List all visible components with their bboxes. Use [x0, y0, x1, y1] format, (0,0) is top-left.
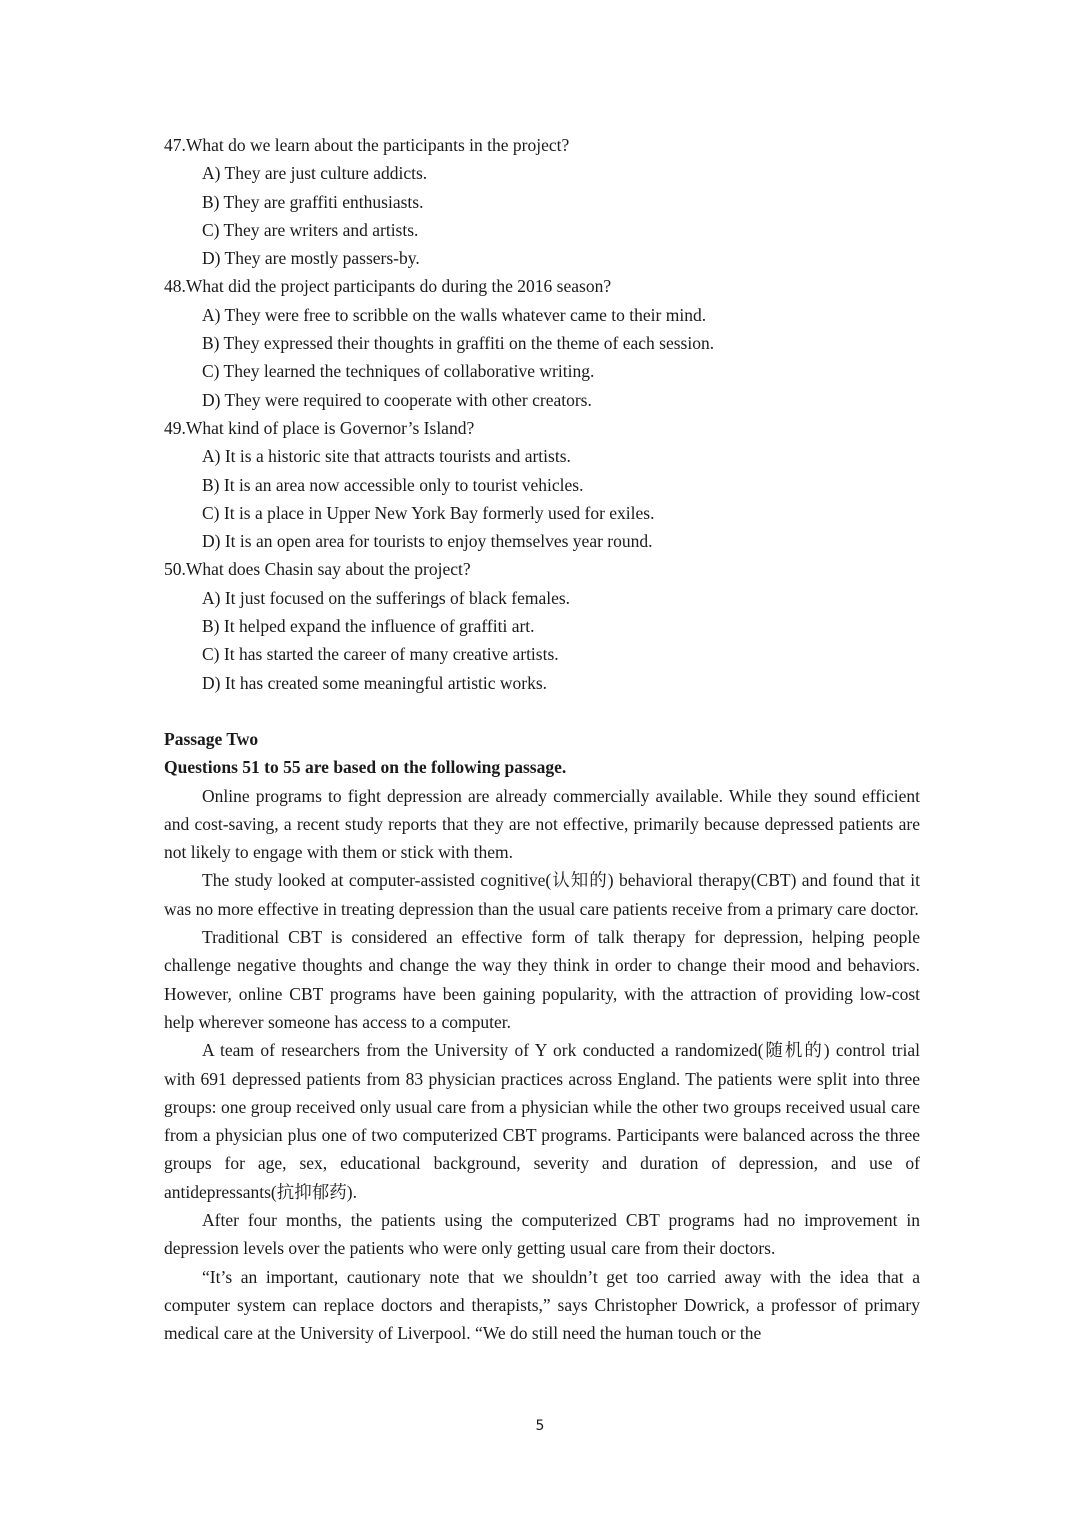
passage-two [164, 725, 920, 1348]
passage-instruction: Questions 51 to 55 are based on the following passage. [164, 757, 567, 778]
question-47 [164, 131, 920, 272]
option-a: A) It is a historic site that attracts tourists and artists. [202, 446, 571, 467]
option-a: A) They were free to scribble on the walls whatever came to their mind. [202, 304, 707, 325]
option-d: D) They were required to cooperate with other creators. [202, 389, 592, 410]
passage-title: Passage Two [164, 728, 259, 749]
question-49 [164, 414, 920, 555]
option-a: A) They are just culture addicts. [202, 163, 428, 184]
question-stem: 49.What kind of place is Governor’s Island? [164, 417, 475, 438]
passage-paragraph-3: Traditional CBT is considered an effective form of talk therapy for depression, helping people challenge negative thoughts and change the way they think in order to change their mood and behaviors. However, online CBT programs have been gaining popularity, with the attraction of providing low-cost help wherever someone has access to a computer. [164, 927, 920, 1032]
option-b: B) They expressed their thoughts in graffiti on the theme of each session. [202, 333, 715, 354]
question-stem: 50.What does Chasin say about the project? [164, 559, 471, 580]
option-d: D) They are mostly passers-by. [202, 248, 420, 269]
option-c: C) They learned the techniques of collaborative writing. [202, 361, 595, 382]
question-48 [164, 272, 920, 413]
question-50 [164, 555, 920, 696]
option-c: C) It has started the career of many creative artists. [202, 644, 559, 665]
option-d: D) It is an open area for tourists to enjoy themselves year round. [202, 531, 653, 552]
section-spacer [164, 697, 920, 725]
document-body [164, 131, 920, 1347]
option-c: C) It is a place in Upper New York Bay formerly used for exiles. [202, 502, 655, 523]
option-d: D) It has created some meaningful artistic works. [202, 672, 548, 693]
option-a: A) It just focused on the sufferings of black females. [202, 587, 571, 608]
question-stem: 47.What do we learn about the participants in the project? [164, 135, 570, 155]
passage-paragraph-4: A team of researchers from the University of Y ork conducted a randomized(随机的) control trial with 691 depressed patients from 83 physician practices across England. The patients were split into three groups: one group received only usual care from a physician while the other two groups received usual care from a physician plus one of two computerized CBT programs. Participants were balanced across the three groups for age, sex, educational background, severity and duration of depression, and use of antidepressants(抗抑郁药). [164, 1040, 920, 1202]
option-b: B) They are graffiti enthusiasts. [202, 191, 424, 212]
passage-paragraph-5: After four months, the patients using the computerized CBT programs had no improvement in depression levels over the patients who were only getting usual care from their doctors. [164, 1209, 920, 1259]
option-c: C) They are writers and artists. [202, 219, 419, 240]
option-b: B) It helped expand the influence of graffiti art. [202, 616, 535, 637]
option-b: B) It is an area now accessible only to tourist vehicles. [202, 474, 584, 495]
passage-paragraph-2: The study looked at computer-assisted cognitive(认知的) behavioral therapy(CBT) and found that it was no more effective in treating depression than the usual care patients receive from a primary care doctor. [164, 870, 920, 919]
question-stem: 48.What did the project participants do during the 2016 season? [164, 276, 612, 297]
passage-paragraph-6: “It’s an important, cautionary note that we shouldn’t get too carried away with the idea that a computer system can replace doctors and therapists,” says Christopher Dowrick, a professor of primary medical care at the University of Liverpool. “We do still need the human touch or the [164, 1266, 920, 1344]
page-number: 5 [535, 1418, 545, 1434]
passage-paragraph-1: Online programs to fight depression are already commercially available. While they sound efficient and cost-saving, a recent study reports that they are not effective, primarily because depressed patients are not likely to engage with them or stick with them. [164, 785, 920, 863]
